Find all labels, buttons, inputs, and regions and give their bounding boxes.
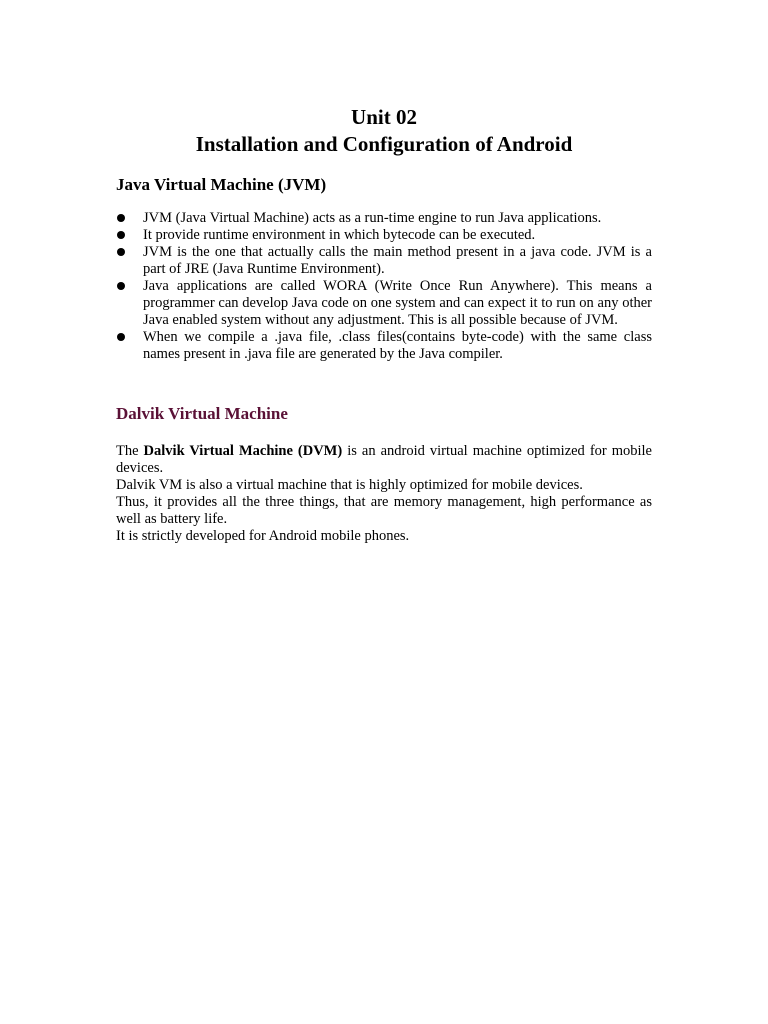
dvm-paragraph-2: Dalvik VM is also a virtual machine that is highly optimized for mobile devices. [116, 477, 583, 493]
bullet-icon [117, 231, 125, 239]
dvm-paragraph-4: It is strictly developed for Android mobile phones. [116, 528, 410, 544]
bullet-icon [117, 214, 125, 222]
dvm-paragraph-3: Thus, it provides all the three things, that are memory management, high performance as well as battery life. [116, 494, 652, 527]
dvm-intro-paragraph [116, 443, 652, 477]
dvm-intro-suffix: is an android virtual machine optimized for mobile devices. [116, 443, 652, 476]
unit-subtitle: Installation and Configuration of Android [195, 132, 573, 156]
unit-title: Unit 02 [351, 105, 417, 129]
list-item-text: JVM (Java Virtual Machine) acts as a run-time engine to run Java applications. [143, 210, 602, 226]
dvm-description [116, 443, 652, 545]
bullet-icon [117, 248, 125, 256]
list-item-text: When we compile a .java file, .class files(contains byte-code) with the same class names present in .java file are generated by the Java compiler. [143, 329, 652, 362]
dvm-heading: Dalvik Virtual Machine [116, 404, 288, 423]
page-title [116, 104, 652, 158]
list-item [116, 227, 652, 244]
list-item [116, 329, 652, 363]
list-item-text: It provide runtime environment in which bytecode can be executed. [143, 227, 536, 243]
jvm-bullet-list [116, 210, 652, 363]
dvm-intro-bold: Dalvik Virtual Machine (DVM) [143, 443, 343, 459]
list-item [116, 278, 652, 329]
dvm-intro-prefix: The [116, 443, 144, 459]
bullet-icon [117, 333, 125, 341]
list-item-text: Java applications are called WORA (Write Once Run Anywhere). This means a programmer can develop Java code on one system and can expect it to run on any other Java enabled system without any adjustment. This is all possible because of JVM. [143, 278, 652, 328]
list-item [116, 210, 652, 227]
list-item-text: JVM is the one that actually calls the main method present in a java code. JVM is a part of JRE (Java Runtime Environment). [143, 244, 652, 277]
bullet-icon [117, 282, 125, 290]
list-item [116, 244, 652, 278]
jvm-heading: Java Virtual Machine (JVM) [116, 175, 327, 194]
document-page [116, 104, 652, 545]
